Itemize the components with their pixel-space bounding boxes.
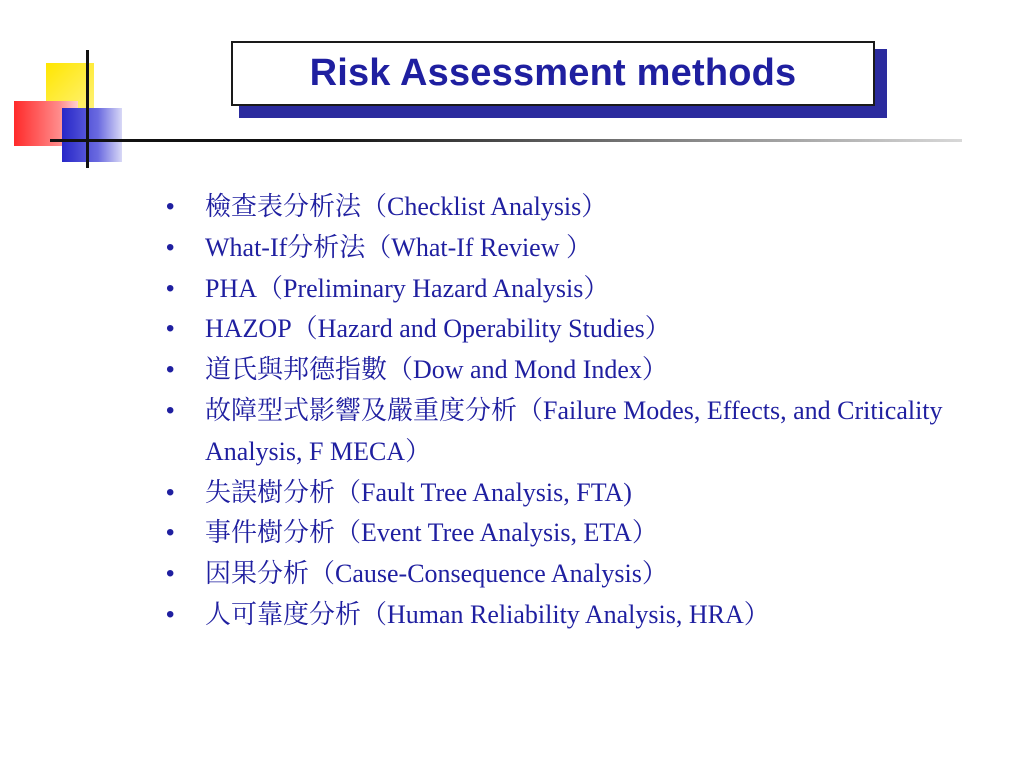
horizontal-rule — [50, 139, 962, 142]
bullet-icon: • — [166, 193, 175, 220]
bullet-text: 故障型式影響及嚴重度分析（Failure Modes, Effects, and Criticality Analysis, F MECA） — [205, 395, 943, 466]
bullet-text: 道氏與邦德指數（Dow and Mond Index） — [205, 355, 668, 385]
bullet-icon: • — [166, 274, 175, 302]
blue-square-decoration — [62, 108, 122, 162]
list-item — [166, 187, 986, 228]
list-item — [166, 309, 986, 350]
vertical-rule — [86, 50, 89, 168]
bullet-text: What-If分析法（What-If Review ） — [205, 232, 592, 262]
bullet-text: 事件樹分析（Event Tree Analysis, ETA） — [205, 518, 658, 548]
slide-title: Risk Assessment methods — [309, 52, 797, 94]
title-box — [231, 41, 875, 106]
list-item — [166, 391, 986, 473]
list-item — [166, 473, 986, 514]
bullet-icon: • — [166, 478, 175, 506]
bullet-list — [166, 187, 986, 636]
bullet-text: 檢查表分析法（Checklist Analysis） — [205, 192, 608, 221]
bullet-icon: • — [166, 315, 175, 343]
list-item — [166, 595, 986, 636]
bullet-icon: • — [166, 356, 175, 384]
bullet-text: 因果分析（Cause-Consequence Analysis） — [205, 559, 668, 589]
bullet-text: PHA（Preliminary Hazard Analysis） — [205, 273, 610, 303]
list-item — [166, 513, 986, 554]
list-item — [166, 228, 986, 269]
bullet-icon: • — [166, 396, 175, 424]
bullet-text: 失誤樹分析（Fault Tree Analysis, FTA) — [205, 477, 632, 507]
list-item — [166, 554, 986, 595]
list-item — [166, 269, 986, 310]
bullet-icon: • — [166, 233, 175, 261]
bullet-text: 人可靠度分析（Human Reliability Analysis, HRA） — [205, 599, 770, 629]
bullet-icon: • — [166, 600, 175, 628]
bullet-text: HAZOP（Hazard and Operability Studies） — [205, 314, 671, 344]
bullet-icon: • — [166, 560, 175, 588]
bullet-icon: • — [166, 519, 175, 547]
list-item — [166, 350, 986, 391]
